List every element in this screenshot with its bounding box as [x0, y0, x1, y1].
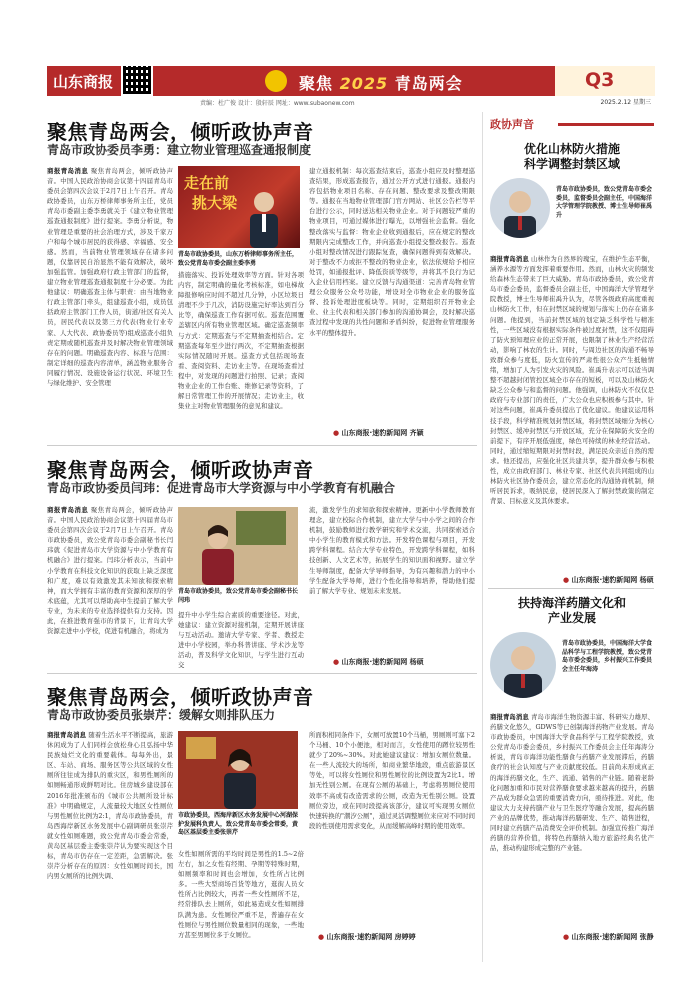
article1-column-2: 措施落实、投诉处理效率等方面。针对各项内容，制定明确的量化考核标准，如电梯故障报修响应时间不超过几分钟，小区垃圾日清理不少于几次，消防设施完好率达到百分比等，确保巡查工作有据可依。巡查范围覆盖辖区内所有物业管理区域。确定巡查频率与方式：定期巡查与不定期抽查相结合。定期巡查每年至少进行两次，不定期抽查根据实际情况随时开展。巡查方式包括现场查看、查阅资料、走访业主等。在现场查看过程中，对发现的问题进行拍照、记录；查阅物业企业的工作台账、维修记录等资料，了解日常管理工作的开展情况；走访业主，收集业主对物业管理服务的意见和建议。: [178, 271, 304, 411]
article2-photo: [178, 507, 298, 585]
article2-photo-caption: 青岛市政协委员，致公党青岛市委会副秘书长闫玮: [178, 588, 299, 604]
article1-photo-caption: 青岛市政协委员，山东万桥律师事务所主任，致公党青岛市委会副主委李勇: [178, 251, 299, 267]
portrait-yan-wei: [178, 507, 298, 585]
portrait-li-yong: [178, 166, 300, 248]
portrait-zhang-chongqin: [178, 731, 298, 809]
section-divider: [47, 673, 477, 674]
location-pin-icon: ●: [333, 658, 340, 666]
column-divider: [482, 112, 483, 962]
article3-subhead: 青岛市政协委员张崇芹：缓解女则排队压力: [47, 708, 276, 722]
article3-column-3: 所面积相同条件下，女厕可放置10个马桶，男厕则可塞下2个马桶、10个小便池，相对而言，女性使用的蹲位较男性就少了20%~30%。对此她建议建议：增加女厕位数量。在一些人流较大的场所，如商业繁华地段，重点旅游景区等处，可以将女性厕位和男性厕位的比例设置为2比1。增加无性别公厕。在现有公厕的基础上，考虑将男厕位使用效率不高或有改造需求的公厕，改造为无性别公厕。设置厕位旁边，或在同时段提高该部分，建议可实现男女厕位快速转换的"潮汐公厕"，通过灵活调整厕位来应对不同时间段的性别使用需求变化，从而缓解高峰时期的使用效率。: [309, 731, 475, 830]
portrait-nian-haitao: [490, 632, 556, 698]
sidebar-story1-caption: 青岛市政协委员，致公党青岛市委会委员，监督委员会副主任，中国海洋大学管理学院教授、博士生导师崔禹升: [556, 186, 653, 219]
tag-rule: [558, 123, 654, 126]
sidebar-story2-caption: 青岛市政协委员，中国海洋大学食品科学与工程学院教授，致公党青岛市委会委员，乡村振兴工作委员会主任年海涛: [562, 640, 653, 673]
location-pin-icon: ●: [563, 576, 570, 584]
article1-column-3: 建立通报机制：每次巡查结束后，巡查小组应及时整理巡查结果，形成巡查报告，通过公开方式进行通报。通报内容包括物业项目名称、存在问题、整改要求及整改期限等。通报在当地物业管理部门官方网站、社区公告栏等平台进行公示，同时送达相关物业企业。对于问题较严重的物业项目，可通过媒体进行曝光，以增强社会监督。强化整改落实与监督：物业企业收到通报后，应在规定的整改期限内完成整改工作，并向巡查小组提交整改报告。巡查小组对整改情况进行跟踪复查，确保问题得到有效解决。对于整改不力或拒不整改的物业企业，依法依规给予相应处罚，如通报批评、降低资质等级等，并将其不良行为记入企业信用档案。建立反馈与沟通渠道：完善青岛物业管理公众服务公众号功能，增设对全市物业企业的服务监督、投诉处理进度板块等。同时，定期组织召开物业企业、业主代表和相关部门参加的沟通协调会，及时解决巡查过程中发现的共性问题和矛盾纠纷，促进物业管理服务水平的整体提升。: [309, 167, 475, 337]
cppcc-emblem-icon: [265, 70, 287, 92]
sidebar-story1-text: 商报青岛消息 山林作为自然界的瑰宝，在维护生态平衡，涵养水源等方面发挥着重要作用。然而，山林火灾的频发给森林生态带来了巨大威胁。青岛市政协委员，致公党青岛市委会委员，监督委员会副主任，中国海洋大学管理学院教授，博士生导师崔禹升认为，尽管各级政府高度重视山林防火工作，但在封禁区域的规划与落实上仍存在诸多问题。他提到，当前封禁区域的划定缺乏科学性与精准性，一些区域没有根据实际条件被过度封禁，这不仅阻碍了防火预知理应业的正常开展，也限制了林业生产经营活动，影响了林农的生计。同时，与周边社区的沟通不畅导致群众参与度低，防火宣传的严肃性很公众产生抵触情绪，增加了人为引发火灾的风险。崔禹升表示可以适当调整不超越封闭管控区域全市存在的短板，可以及山林防火缺乏公众参与和监督的问题。他强调，山林防火不仅仅是政府与专业部门的责任，广大公众也应积极参与其中。针对这些问题，崔禹升委员提出了优化建议。他建议运用科技手段，科学精准规划封禁区域，将封禁区域细分为核心封禁区、缓冲封禁区与开放区域，充分在保障防火安全的前提下，有序开展低强度，绿色可持续的林业经营活动。同时，通过缩短期限对封禁时段，满足民众亲近自然的需求。他还提出，应强化社区共建共享，提升群众参与积极性，成立由政府部门、林业专家、社区代表共同组成的山林防火社区协作委员会，建立常态化的沟通协商机制，倾听居民诉求，吸纳民意，使居民深入了解封禁政策的制定背景、目标意义及其休要求。: [490, 255, 654, 506]
brand-name: 山东商报: [53, 73, 114, 91]
article2-subhead: 青岛市政协委员闫玮：促进青岛市大学资源与中小学教育有机融合: [47, 481, 396, 495]
article3-column-1: 商报青岛消息 随着生活水平不断提高，旅游休闲成为了人们同样会放松身心且弘扬中华民族灿烂文化的重要载体。每每外出，景区、车站、商场、服务区等公共区域的女性厕所往往成为排队的重灾区，和男性厕所的如厕畅通形成鲜明对比。住房城乡建设部在2016年批准颁布的《城市公共厕所设计标准》中明确规定，人流量较大地区女性厕位与男性厕位比例为2:1，青岛市政协委员，青岛西海岸新区水务发展中心副调研员张崇芹就女性如厕难题，致公党青岛市委会常委，黄岛区基层委主委张崇芹认为要实现这个目标，青岛市仍存在一定差距，急需解决。张崇芹分析存在的原因：女性如厕时间长，国内男女厕所的比例失调、: [47, 731, 173, 881]
article3-column-2: 女性如厕所需的平均时间是男性的1.5~2倍左右，加之女性有经期、孕期等特殊时期，如厕频率和时间也会增加，女性所占比例多。一些大型商场百货等地方，逛街人员女性所占比例较大，再者一些女性厕所不足，经常排队去上厕所，如此易造成女性如厕排队满为患。女性厕位严重不足，普遍存在女性厕位与男性厕位数量相同的现象，一些地方甚至男厕位多于女厕位。: [178, 850, 304, 939]
location-pin-icon: ●: [318, 933, 325, 941]
article2-column-1: 商报青岛消息 聚焦青岛两会，倾听政协声音。中国人民政治协商会议第十四届青岛市委员会第四次会议于2月7日上午召开。青岛市政协委员，致公党青岛市委会副秘书长闫玮就《促进青岛市大学资源与中小学教育有机融合》进行提案。闫玮分析表示，当前中小学教育在科技文化知识的获取上缺乏深度和广度，难以有效激发其未知欲和探索精神，而大学拥有丰富的教育资源和深厚的学术底蕴，尤其可以帮助高中生提前了解大学专业，为未来的专业选择提供有力支持。因此，在推进教育强市的背景下，让青岛大学资源走进中小学校，促进有机融合，将成为: [47, 506, 173, 636]
article3-photo-caption: 市政协委员，西海岸新区水务发展中心河湖保护发展科负责人，致公党青岛市委会常委，黄岛区基层委主委张崇芹: [178, 812, 299, 836]
sidebar-story2-headline: 扶持海洋药膳文化和 产业发展: [517, 596, 626, 625]
article1-column-1: 商报青岛消息 聚焦青岛两会，倾听政协声音。中国人民政治协商会议第十四届青岛市委员会第四次会议于2月7日上午召开。青岛政协委员，山东万桥律师事务所主任，党员青岛市委副主委李勇就关于《建立物业管理巡查通报制度》进行提案。李勇分析说，物业管理是重要的社会治理方式，涉及千家万户和每个城市居民的获得感、幸福感、安全感。然而，当前物业管理领域存在诸多问题，仅靠居民自治显然不能有效解决，破坏加强监管。加强政府行政主管部门的监督，建立物业管理巡查通报制度十分必要。为此他建议：明确巡查主体与职责：由当地物业行政主管部门牵头，组建巡查小组，成员包括政府主管部门工作人员，街道/社区有关人员，居民代表以及第三方代表(物业行业专家、人大代表、政协委员等)组成巡查小组负责定期或随机巡查并及时解决物业管理领域存在的问题。明确巡查内容、标准与范围：制定详细的巡查内容清单，涵盖物业服务合同履行情况、设施设备运行状况、环境卫生与绿化维护、安全管理: [47, 167, 173, 387]
location-pin-icon: ●: [563, 933, 570, 941]
sidebar-story1-headline: 优化山林防火措施 科学调整封禁区域: [523, 142, 620, 171]
sidebar-section-tag: 政协声音: [482, 116, 654, 132]
section-divider: [488, 588, 654, 589]
sidebar-story2-photo: [490, 632, 556, 698]
editor-credits: 责编：杜广俊 设计：殷轩辰 网址：www.subaonew.com: [200, 100, 355, 107]
article1-signature: ● 山东商报·速豹新闻网 齐颖: [333, 429, 424, 437]
sidebar-story1-photo: [490, 178, 550, 238]
article2-column-3: 流，激发学生的求知欲和探索精神。更新中小学教师教育理念，建立校际合作机制，建立大学与中小学之间的合作机制，鼓励教师进行教学研究和学术交流，共同探索适合中小学生的教育模式和方法。开发特色课程与项目，开发跨学科课程。结合大学专业特色，开发跨学科课程，如科技创新、人文艺术等，拓展学生的知识面和视野。建立学生导师制度，配备大学导师指导，为有兴趣和潜力的中小学生配备大学导师，进行个性化指导和培养，帮助他们提前了解大学专业、规划未来发展。: [309, 506, 475, 595]
page-number: Q3: [555, 66, 655, 96]
article3-signature: ● 山东商报·速豹新闻网 房婷婷: [318, 933, 416, 941]
article1-headline: 聚焦青岛两会，倾听政协声音: [47, 120, 314, 144]
sidebar-story1-signature: ● 山东商报·速豹新闻网 杨硕: [563, 576, 654, 584]
article2-signature: ● 山东商报·速豹新闻网 杨硕: [333, 658, 424, 666]
sidebar-story2-text: 商报青岛消息 青岛市海洋生物资源丰富、科研实力雄厚、药膳文化悠久，GDWS等已创制海洋药物产业发展。青岛市政协委员，中国海洋大学食品科学与工程学院教授，致公党青岛市委会委员，乡村振兴工作委员会主任年海涛分析说，青岛市海洋功能性膳食与药膳产业发展滞后，药膳食疗的社会认知度与产业贡献度较低。目前尚未形成真正的海洋药膳文化，生产、流通、销售的产业链。随着老龄化问题加重和市民对营养膳食要求越来越高的提升，药膳产品成为群众急需的重要消费方向，亟待推进。对此，他建议大力支持药膳产业与卫生医疗等融合发展，提高药膳产业的品牌优势，推动海洋药膳研发、生产、销售进程，同时建立药膳产品消费安全评价机制。加强宣传推广海洋药膳的营养价值，将特色药膳纳入地方旅游经典名优产品，推动构建形成完整的产业链。: [490, 713, 654, 853]
portrait-cui-yusheng: [490, 178, 550, 238]
article2-column-2: 提升中小学生综合素质的重要途径。对此，她建议：建立资源对接机制，定期开展讲座与互动活动。邀请大学专家、学者、教授走进中小学校园，举办科普讲座、学术沙龙等活动，普及科学文化知识，与学生进行互动交: [178, 611, 304, 670]
article1-photo: [178, 166, 300, 248]
section-divider: [47, 445, 477, 446]
article3-headline: 聚焦青岛两会，倾听政协声音: [47, 685, 314, 709]
article3-photo: [178, 731, 298, 809]
issue-date: 2025.2.12 星期三: [600, 99, 651, 106]
section-title: 聚焦 2025 青岛两会: [299, 74, 463, 93]
svg-text:挑大梁: 挑大梁: [192, 194, 238, 212]
article2-headline: 聚焦青岛两会，倾听政协声音: [47, 458, 314, 482]
qr-code-icon: [121, 64, 153, 96]
svg-text:走在前: 走在前: [184, 174, 230, 192]
article1-subhead: 青岛市政协委员李勇：建立物业管理巡查通报制度: [47, 143, 312, 157]
location-pin-icon: ●: [333, 429, 340, 437]
sidebar-story2-signature: ● 山东商报·速豹新闻网 张静: [563, 933, 654, 941]
